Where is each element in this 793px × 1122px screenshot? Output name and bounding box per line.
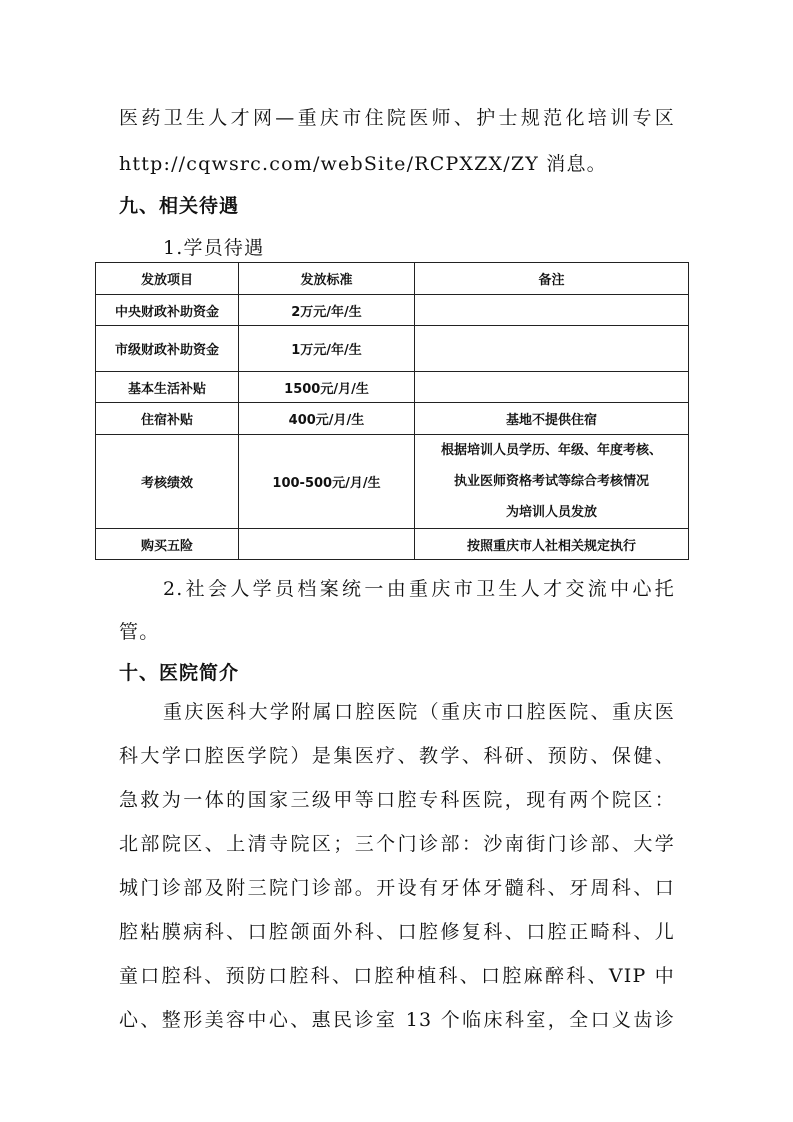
intro-line-1: 医药卫生人才网—重庆市住院医师、护士规范化培训专区 xyxy=(119,107,675,129)
subsection-2-line-1: 2.社会人学员档案统一由重庆市卫生人才交流中心托 xyxy=(163,578,675,600)
subsection-2-line-2: 管。 xyxy=(119,621,160,643)
cell-item: 基本生活补贴 xyxy=(96,372,239,403)
paragraph-line: 科大学口腔医学院）是集医疗、教学、科研、预防、保健、 xyxy=(119,745,675,767)
cell-standard: 2万元/年/生 xyxy=(239,295,415,326)
note-line: 执业医师资格考试等综合考核情况 xyxy=(453,474,649,489)
cell-note: 基地不提供住宿 xyxy=(415,403,689,435)
cell-item: 中央财政补助资金 xyxy=(96,295,239,326)
cell-standard: 400元/月/生 xyxy=(239,403,415,435)
header-note: 备注 xyxy=(415,263,689,295)
cell-standard: 1万元/年/生 xyxy=(239,326,415,372)
paragraph-line: 心、整形美容中心、惠民诊室 13 个临床科室，全口义齿诊 xyxy=(119,1009,675,1031)
paragraph-line: 城门诊部及附三院门诊部。开设有牙体牙髓科、牙周科、口 xyxy=(119,877,675,899)
table-row xyxy=(96,372,689,403)
cell-note xyxy=(415,326,689,372)
intro-line-2: http://cqwsrc.com/webSite/RCPXZX/ZY 消息。 xyxy=(119,153,607,175)
table-row xyxy=(96,529,689,560)
table-row xyxy=(96,403,689,435)
paragraph-line: 重庆医科大学附属口腔医院（重庆市口腔医院、重庆医 xyxy=(163,701,675,723)
note-line: 根据培训人员学历、年级、年度考核、 xyxy=(440,443,662,458)
cell-item: 考核绩效 xyxy=(96,435,239,529)
cell-standard xyxy=(239,529,415,560)
paragraph-line: 童口腔科、预防口腔科、口腔种植科、口腔麻醉科、VIP 中 xyxy=(119,965,675,987)
cell-note xyxy=(415,295,689,326)
cell-item: 购买五险 xyxy=(96,529,239,560)
cell-note xyxy=(415,372,689,403)
paragraph-line: 北部院区、上清寺院区；三个门诊部：沙南街门诊部、大学 xyxy=(119,833,675,855)
table-row xyxy=(96,435,689,529)
cell-standard: 1500元/月/生 xyxy=(239,372,415,403)
benefits-table xyxy=(95,262,689,560)
header-standard: 发放标准 xyxy=(239,263,415,295)
table-header-row xyxy=(96,263,689,295)
note-line: 为培训人员发放 xyxy=(505,505,597,520)
subsection-1-title: 1.学员待遇 xyxy=(163,237,265,259)
section-10-heading: 十、医院简介 xyxy=(119,662,240,684)
cell-item: 住宿补贴 xyxy=(96,403,239,435)
section-9-heading: 九、相关待遇 xyxy=(119,195,240,217)
cell-item: 市级财政补助资金 xyxy=(96,326,239,372)
cell-note: 按照重庆市人社相关规定执行 xyxy=(415,529,689,560)
paragraph-line: 急救为一体的国家三级甲等口腔专科医院，现有两个院区： xyxy=(119,789,675,811)
table-row xyxy=(96,326,689,372)
cell-note xyxy=(415,435,689,529)
header-item: 发放项目 xyxy=(96,263,239,295)
table-row xyxy=(96,295,689,326)
paragraph-line: 腔粘膜病科、口腔颌面外科、口腔修复科、口腔正畸科、儿 xyxy=(119,921,675,943)
cell-standard: 100-500元/月/生 xyxy=(239,435,415,529)
